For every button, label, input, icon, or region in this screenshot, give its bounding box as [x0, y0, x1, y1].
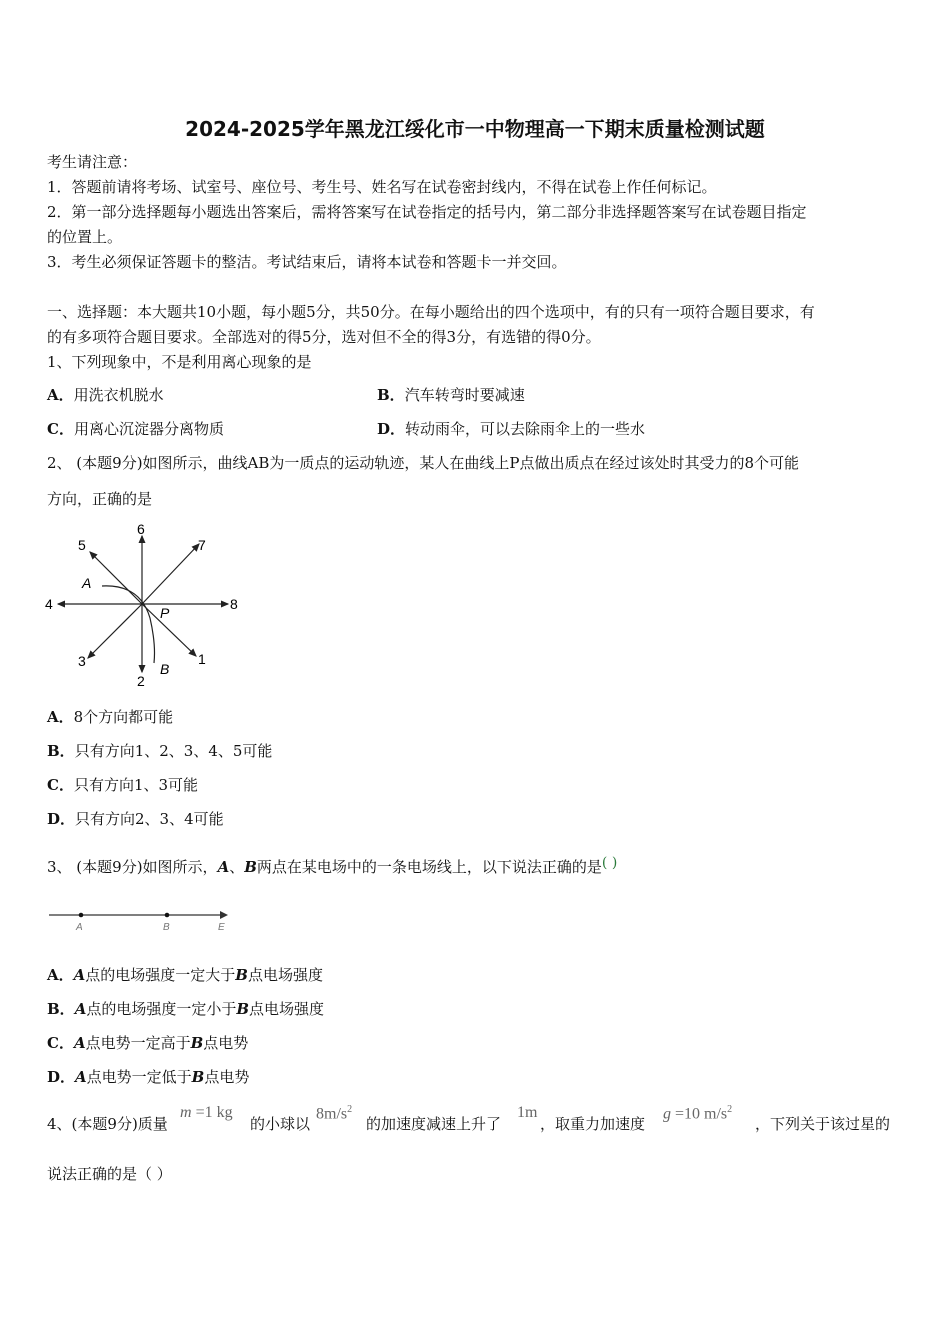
option-text: 点电场强度: [249, 1000, 325, 1018]
variable: B: [236, 1000, 250, 1018]
mass-formula: [180, 1104, 233, 1122]
question-3-option-c[interactable]: [47, 1033, 248, 1053]
option-text: 点的电场强度一定大于: [85, 966, 236, 984]
direction-label: 6: [137, 521, 145, 537]
question-1-stem: 1、下列现象中，不是利用离心现象的是: [47, 353, 312, 371]
option-text: 点电场强度: [247, 966, 323, 984]
option-text: 只有方向2、3、4可能: [75, 810, 224, 828]
section-heading-line: 的有多项符合题目要求。全部选对的得5分，选对但不全的得3分，有选错的得0分。: [47, 328, 601, 346]
variable: A: [73, 1034, 86, 1052]
height-formula: 1m: [517, 1104, 538, 1121]
point-label: B: [163, 922, 170, 933]
field-arrow-head: [220, 911, 228, 919]
option-label: B．: [47, 1000, 75, 1018]
notice-item: 2．第一部分选择题每小题选出答案后，需将答案写在试卷指定的括号内，第二部分非选择题答案写在试卷题目指定: [47, 203, 807, 221]
question-3-option-d[interactable]: [47, 1067, 249, 1087]
option-label: A．: [47, 386, 74, 404]
point-label: B: [160, 661, 170, 677]
trajectory-curve: [102, 586, 155, 663]
question-4-stem-cont: 说法正确的是（ ）: [47, 1165, 172, 1183]
variable: B: [191, 1068, 205, 1086]
page-title: 2024-2025学年黑龙江绥化市一中物理高一下期末质量检测试题: [185, 117, 765, 141]
question-4-stem-prefix: 4、(本题9分)质量: [47, 1115, 168, 1133]
notice-item: 3．考生必须保证答题卡的整洁。考试结束后，请将本试卷和答题卡一并交回。: [47, 253, 567, 271]
direction-label: 3: [78, 653, 86, 669]
option-text: 点电势一定低于: [86, 1068, 192, 1086]
notice-heading: 考生请注意：: [47, 153, 138, 171]
question-3-stem: [47, 857, 617, 878]
question-3-option-b[interactable]: [47, 999, 324, 1019]
option-label: A．: [47, 708, 74, 726]
option-label: D．: [47, 810, 76, 828]
option-label: A．: [47, 966, 74, 984]
math-exponent: 2: [727, 1104, 733, 1115]
math-value: =10 m/s: [671, 1105, 728, 1123]
variable: A: [74, 1000, 87, 1018]
math-exponent: 2: [347, 1104, 353, 1115]
direction-label: 7: [198, 537, 206, 553]
question-2-stem-cont: 方向，正确的是: [47, 490, 153, 508]
option-text: 用洗衣机脱水: [73, 386, 164, 404]
direction-label: 8: [230, 596, 238, 612]
variable: A: [217, 858, 230, 876]
direction-label: 5: [78, 537, 86, 553]
variable: B: [235, 966, 248, 984]
section-heading-line: 一、选择题：本大题共10小题，每小题5分，共50分。在每小题给出的四个选项中，有的只有一项符合题目要求，有: [47, 303, 815, 321]
question-1-option-b[interactable]: [377, 385, 525, 405]
variable: A: [75, 1068, 87, 1086]
point-label: A: [82, 575, 92, 591]
option-text: 只有方向1、2、3、4、5可能: [74, 742, 273, 760]
question-1-option-d[interactable]: [377, 419, 645, 439]
question-2-stem: 2、 (本题9分)如图所示，曲线AB为一质点的运动轨迹，某人在曲线上P点做出质点在经过该处时其受力的8个可能: [47, 454, 800, 472]
force-directions-figure: [44, 518, 244, 690]
question-2-option-c[interactable]: [47, 775, 198, 795]
stem-text: 两点在某电场中的一条电场线上，以下说法正确的是: [256, 858, 602, 876]
point-a-dot: [79, 913, 84, 918]
option-label: B．: [377, 386, 405, 404]
option-text: 只有方向1、3可能: [73, 776, 199, 794]
question-1-option-c[interactable]: [47, 419, 224, 439]
acceleration-formula: [316, 1104, 352, 1123]
stem-text: ，下列关于该过星的: [755, 1115, 891, 1133]
point-label: P: [160, 605, 170, 621]
question-2-option-b[interactable]: [47, 741, 272, 761]
stem-text: 3、 (本题9分)如图所示，: [47, 858, 218, 876]
direction-5-arrow: [90, 552, 142, 604]
math-variable: g: [663, 1105, 671, 1123]
math-value: 8m/s: [316, 1105, 348, 1123]
variable: B: [244, 858, 257, 876]
electric-field-line-figure: [44, 906, 244, 936]
direction-3-arrow: [88, 604, 142, 658]
option-text: 转动雨伞，可以去除雨伞上的一些水: [405, 420, 646, 438]
stem-text: 、: [229, 858, 245, 876]
notice-item: 的位置上。: [47, 228, 123, 246]
notice-item: 1．答题前请将考场、试室号、座位号、考生号、姓名写在试卷密封线内，不得在试卷上作任何标记。: [47, 178, 717, 196]
option-text: 8个方向都可能: [73, 708, 174, 726]
option-text: 点的电场强度一定小于: [86, 1000, 237, 1018]
option-label: D．: [377, 420, 406, 438]
direction-label: 2: [137, 673, 145, 689]
variable: B: [190, 1034, 204, 1052]
option-text: 点电势: [204, 1068, 250, 1086]
option-label: D．: [47, 1068, 76, 1086]
point-b-dot: [165, 913, 170, 918]
stem-text: 的加速度减速上升了: [366, 1115, 502, 1133]
direction-label: 4: [45, 596, 53, 612]
variable: A: [73, 966, 86, 984]
option-label: C．: [47, 1034, 74, 1052]
question-2-option-d[interactable]: [47, 809, 224, 829]
question-3-option-a[interactable]: [47, 965, 323, 985]
answer-bracket: ( ): [601, 855, 618, 871]
option-text: 汽车转弯时要减速: [404, 386, 525, 404]
option-label: B．: [47, 742, 75, 760]
stem-text: ，取重力加速度: [540, 1115, 646, 1133]
option-label: C．: [47, 776, 74, 794]
option-text: 点电势: [203, 1034, 249, 1052]
question-1-option-a[interactable]: [47, 385, 164, 405]
option-text: 用离心沉淀器分离物质: [73, 420, 224, 438]
math-value: =1 kg: [191, 1104, 233, 1121]
option-label: C．: [47, 420, 74, 438]
option-text: 点电势一定高于: [85, 1034, 191, 1052]
direction-7-arrow: [142, 544, 199, 604]
question-2-option-a[interactable]: [47, 707, 173, 727]
field-label: E: [218, 922, 225, 933]
math-variable: m: [180, 1104, 192, 1121]
point-label: A: [76, 922, 83, 933]
gravity-formula: [663, 1104, 732, 1123]
direction-label: 1: [198, 651, 206, 667]
stem-text: 的小球以: [250, 1115, 311, 1133]
